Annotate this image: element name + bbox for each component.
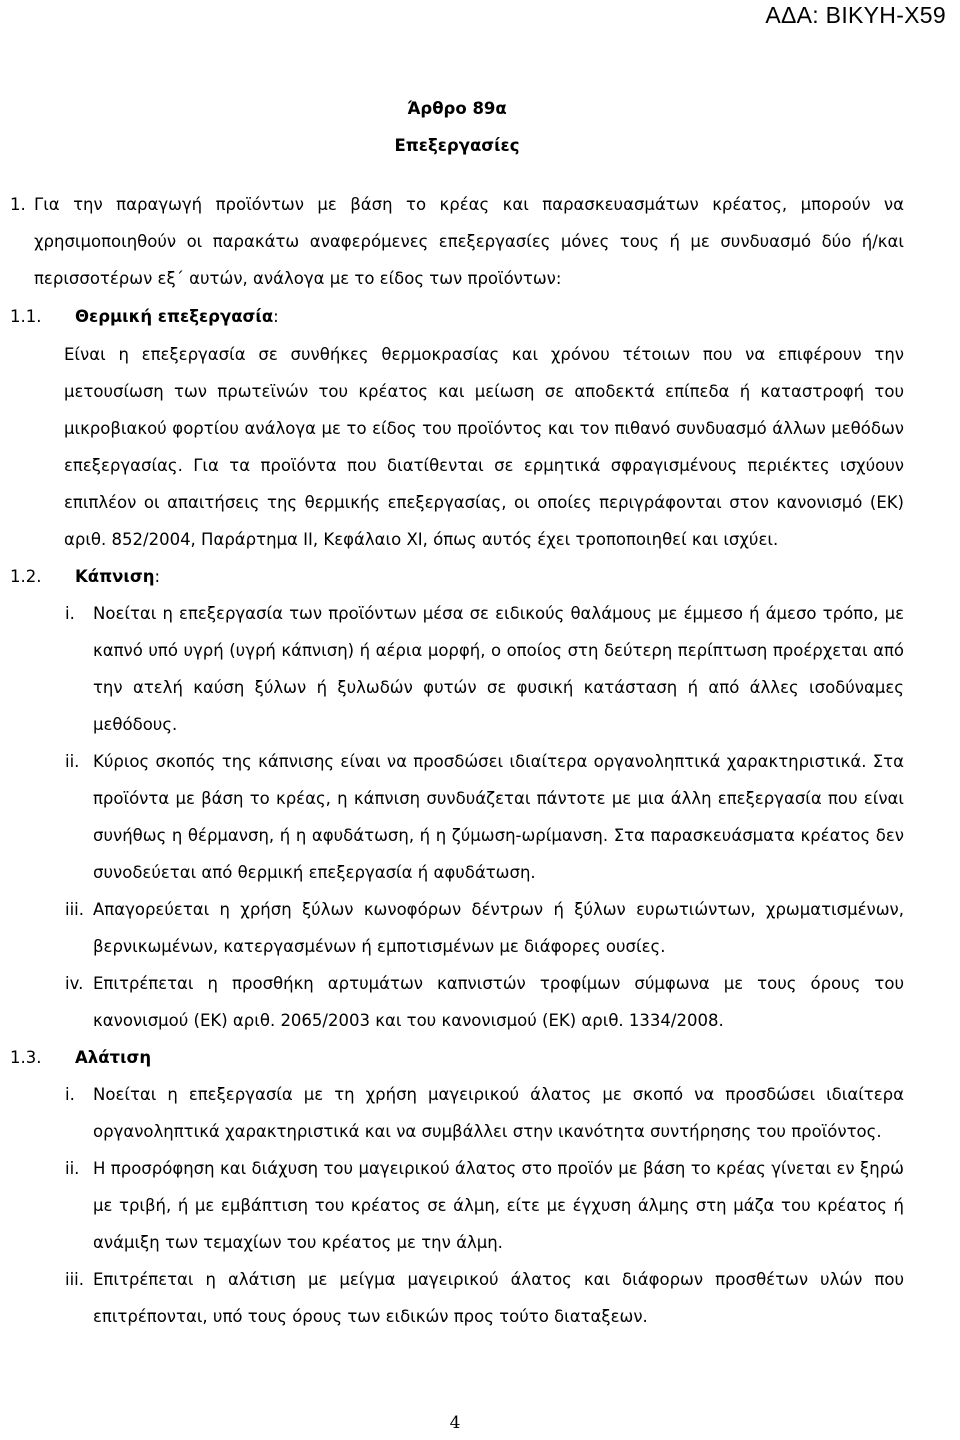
- section-1-2-list: [10, 595, 904, 1039]
- item-1-text: Για την παραγωγή προϊόντων με βάση το κρέας και παρασκευασμάτων κρέατος, μπορούν να χρησιμοποιηθούν οι παρακάτω αναφερόμενες επεξεργασίες μόνες τους ή με συνδυασμό δύο ή/και περισσοτέρων εξ΄ αυτών, ανάλογα με το είδος των προϊόντων:: [34, 195, 904, 288]
- ada-code: ΑΔΑ: ΒΙΚΥΗ-Χ59: [765, 2, 946, 28]
- list-item: i. Νοείται η επεξεργασία των προϊόντων μέσα σε ειδικούς θαλάμους με έμμεσο ή άμεσο τρόπο, με καπνό υπό υγρή (υγρή κάπνιση) ή αέρια μορφή, ο οποίος στη δεύτερη περίπτωση προέρχεται από την ατελή καύση ξύλων ή ξυλωδών φυτών σε φυσική κατάσταση ή από άλλες ισοδύναμες μεθόδους.: [65, 604, 904, 734]
- section-1-1-text: Είναι η επεξεργασία σε συνθήκες θερμοκρασίας και χρόνου τέτοιων που να επιφέρουν την μετουσίωση των πρωτεϊνών του κρέατος και μείωση σε αποδεκτά επίπεδα ή καταστροφή του μικροβιακού φορτίου ανάλογα με το είδος του προϊόντος και τον πιθανό συνδυασμό άλλων μεθόδων επεξεργασίας. Για τα προϊόντα που διατίθενται σε ερμητικά σφραγισμένους περιέκτες ισχύουν επιπλέον οι απαιτήσεις της θερμικής επεξεργασίας, οι οποίες περιγράφονται στον κανονισμό (ΕΚ) αριθ. 852/2004, Παράρτημα ΙΙ, Κεφάλαιο ΧΙ, όπως αυτός έχει τροποποιηθεί και ισχύει.: [64, 345, 904, 549]
- section-1-3-number: 1.3.: [10, 1048, 42, 1067]
- list-item: iii. Επιτρέπεται η αλάτιση με μείγμα μαγειρικού άλατος και διάφορων προσθέτων υλών που επιτρέπονται, υπό τους όρους των ειδικών προς τούτο διαταξεων.: [65, 1270, 904, 1326]
- list-item: ii. Κύριος σκοπός της κάπνισης είναι να προσδώσει ιδιαίτερα οργανοληπτικά χαρακτηριστικά. Στα προϊόντα με βάση το κρέας, η κάπνιση συνδυάζεται πάντοτε με μια άλλη επεξεργασία που είναι συνήθως η θέρμανση, ή η αφυδάτωση, ή η ζύμωση-ωρίμανση. Στα παρασκευάσματα κρέατος δεν συνοδεύεται από θερμική επεξεργασία ή αφυδάτωση.: [65, 752, 904, 882]
- section-1-3-heading: [10, 1039, 904, 1076]
- document-body: [10, 90, 904, 1335]
- page-number: 4: [449, 1413, 461, 1433]
- section-1-2-title: Κάπνιση: [75, 567, 155, 586]
- article-subtitle: Επεξεργασίες: [394, 136, 520, 155]
- article-title: Άρθρο 89α: [407, 99, 507, 118]
- list-item: i. Νοείται η επεξεργασία με τη χρήση μαγειρικού άλατος με σκοπό να προσδώσει ιδιαίτερα οργανοληπτικά χαρακτηριστικά και να συμβάλλει στην ικανότητα συντήρησης του προϊόντος.: [65, 1085, 904, 1141]
- section-1-3-list: [10, 1076, 904, 1335]
- section-1-1-number: 1.1.: [10, 307, 42, 326]
- list-item: iii. Απαγορεύεται η χρήση ξύλων κωνοφόρων δέντρων ή ξύλων ευρωτιώντων, χρωματισμένων, βερνικωμένων, κατεργασμένων ή εμποτισμένων με διάφορες ουσίες.: [65, 900, 904, 956]
- section-1-2-number: 1.2.: [10, 567, 42, 586]
- item-1-number: 1.: [10, 195, 26, 214]
- section-1-1-heading: 1.1. Θερμική επεξεργασία:: [10, 298, 904, 335]
- section-1-2-heading: 1.2. Κάπνιση:: [10, 558, 904, 595]
- list-item: ii. Η προσρόφηση και διάχυση του μαγειρικού άλατος στο προϊόν με βάση το κρέας γίνεται εν ξηρώ με τριβή, ή με εμβάπτιση του κρέατος σε άλμη, είτε με έγχυση άλμης στη μάζα του κρέατος ή ανάμιξη των τεμαχίων του κρέατος με την άλμη.: [65, 1159, 904, 1252]
- section-1-1-title: Θερμική επεξεργασία: [75, 307, 274, 326]
- list-item: iv. Επιτρέπεται η προσθήκη αρτυμάτων καπνιστών τροφίμων σύμφωνα με τους όρους του κανονισμού (ΕΚ) αριθ. 2065/2003 και του κανονισμού (ΕΚ) αριθ. 1334/2008.: [65, 974, 904, 1030]
- section-1-3-title: Αλάτιση: [75, 1048, 152, 1067]
- item-1: [10, 186, 904, 297]
